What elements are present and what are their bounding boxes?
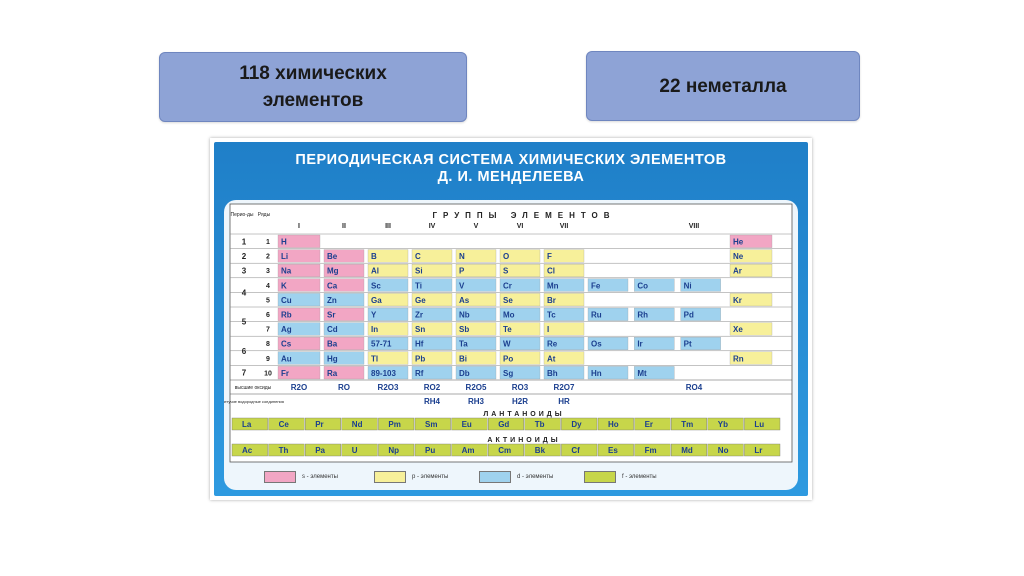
element-K: K — [281, 281, 287, 291]
actinide-Bk: Bk — [534, 446, 546, 455]
lanthanide-Er: Er — [644, 420, 654, 429]
poster-background — [214, 142, 808, 496]
groups-header: ГРУППЫ ЭЛЕМЕНТОВ — [432, 211, 616, 220]
oxide-3: RO2 — [423, 383, 441, 392]
legend-d-swatch — [479, 471, 511, 483]
callout-118-line1: 118 химических — [239, 63, 387, 84]
legend-s — [264, 472, 338, 482]
element-Cr: Cr — [503, 281, 512, 291]
poster-title-line1: ПЕРИОДИЧЕСКАЯ СИСТЕМА ХИМИЧЕСКИХ ЭЛЕМЕНТОВ — [295, 152, 727, 168]
element-Re: Re — [547, 339, 558, 349]
element-Al: Al — [371, 266, 379, 276]
periodic-table-poster — [210, 138, 812, 500]
element-Ar: Ar — [733, 266, 742, 276]
actinide-Fm: Fm — [644, 446, 657, 455]
element-Rb: Rb — [281, 310, 292, 320]
element-Cu: Cu — [281, 295, 292, 305]
group-number-VII: VII — [559, 223, 569, 230]
element-89-103: 89-103 — [371, 368, 396, 378]
element-Ru: Ru — [591, 310, 602, 320]
element-Ca: Ca — [327, 281, 338, 291]
element-Y: Y — [371, 310, 377, 320]
oxide-6: R2O7 — [553, 383, 575, 392]
element-Tl: Tl — [371, 354, 379, 364]
oxide-0: R2O — [290, 383, 308, 392]
legend-f-label: f - элементы — [622, 474, 657, 480]
element-cell-I — [544, 323, 584, 336]
row-number-4: 4 — [266, 282, 270, 290]
element-Ta: Ta — [459, 339, 468, 349]
element-Pt: Pt — [683, 339, 692, 349]
callout-118-line2: элементов — [262, 90, 364, 111]
group-number-I: I — [298, 223, 300, 230]
actinides-label: АКТИНОИДЫ — [487, 437, 561, 444]
element-Ra: Ra — [327, 368, 338, 378]
element-He: He — [733, 237, 744, 247]
element-Bi: Bi — [459, 354, 467, 364]
row-number-8: 8 — [266, 341, 270, 349]
period-number-2: 2 — [241, 251, 247, 261]
row-number-9: 9 — [266, 355, 270, 363]
element-Rn: Rn — [733, 354, 744, 364]
element-Mg: Mg — [327, 266, 339, 276]
actinide-Lr: Lr — [754, 446, 763, 455]
element-Cl: Cl — [547, 266, 555, 276]
element-Be: Be — [327, 252, 338, 262]
higher-oxides-label: высшие оксиды — [234, 385, 272, 391]
group-number-II: II — [342, 223, 346, 230]
lanthanides-label: ЛАНТАНОИДЫ — [483, 411, 565, 418]
element-Ba: Ba — [327, 339, 338, 349]
element-Hg: Hg — [327, 354, 338, 364]
element-H: H — [281, 237, 287, 247]
actinide-Md: Md — [681, 446, 693, 455]
actinide-U: U — [351, 446, 358, 455]
element-Sr: Sr — [327, 310, 336, 320]
element-Bh: Bh — [547, 368, 558, 378]
element-Si: Si — [415, 266, 423, 276]
row-number-6: 6 — [266, 312, 270, 319]
element-In: In — [371, 325, 379, 335]
element-Mn: Mn — [547, 281, 559, 291]
periods-header: Перио-ды — [230, 212, 254, 218]
lanthanide-Yb: Yb — [717, 420, 729, 429]
element-Kr: Kr — [733, 295, 742, 305]
element-Au: Au — [281, 354, 292, 364]
actinide-cell-U — [342, 444, 378, 456]
element-N: N — [459, 252, 465, 262]
oxide-5: RO3 — [511, 383, 529, 392]
element-Cs: Cs — [281, 339, 292, 349]
element-Na: Na — [281, 266, 292, 276]
period-number-5: 5 — [241, 317, 247, 327]
element-Sg: Sg — [503, 368, 514, 378]
element-57-71: 57-71 — [371, 339, 392, 349]
element-Os: Os — [591, 339, 602, 349]
group-number-IV: IV — [428, 223, 436, 230]
element-Xe: Xe — [733, 325, 743, 335]
lanthanide-Nd: Nd — [351, 420, 363, 429]
element-Cd: Cd — [327, 325, 338, 335]
actinide-Cf: Cf — [571, 446, 580, 455]
group-number-III: III — [385, 223, 391, 230]
hydride-0: RH4 — [423, 397, 441, 406]
element-S: S — [503, 266, 509, 276]
period-number-3: 3 — [241, 266, 247, 276]
element-Fr: Fr — [281, 368, 289, 378]
element-Fe: Fe — [591, 281, 601, 291]
lanthanide-La: La — [242, 420, 252, 429]
element-Co: Co — [637, 281, 649, 291]
actinide-Cm: Cm — [498, 446, 512, 455]
legend-s-swatch — [264, 471, 296, 483]
period-number-4: 4 — [241, 288, 247, 298]
lanthanide-Lu: Lu — [754, 420, 765, 429]
element-Rh: Rh — [637, 310, 649, 320]
element-Mt: Mt — [637, 368, 647, 378]
legend-d — [479, 472, 553, 482]
element-Rf: Rf — [415, 368, 424, 378]
row-number-7: 7 — [266, 326, 270, 334]
element-P: P — [459, 266, 465, 276]
periodic-table — [224, 200, 798, 490]
lanthanide-Ho: Ho — [608, 420, 619, 429]
legend-p-label: p - элементы — [412, 474, 449, 480]
element-Pd: Pd — [683, 310, 694, 320]
oxide-7: RO4 — [685, 383, 703, 392]
actinide-Th: Th — [278, 446, 289, 455]
row-number-10: 10 — [264, 370, 272, 378]
legend-s-label: s - элементы — [302, 474, 338, 480]
actinide-No: No — [717, 446, 729, 455]
actinide-Am: Am — [461, 446, 475, 455]
element-At: At — [547, 354, 556, 364]
element-O: O — [503, 252, 510, 262]
row-number-2: 2 — [266, 253, 270, 261]
actinide-Pu: Pu — [425, 446, 436, 455]
element-Zr: Zr — [415, 310, 423, 320]
element-Sb: Sb — [459, 325, 470, 335]
element-Tc: Tc — [547, 310, 556, 320]
callout-118-elements — [159, 52, 467, 122]
element-V: V — [459, 281, 465, 291]
rows-header: Ряды — [257, 212, 271, 218]
row-number-1: 1 — [266, 239, 270, 246]
element-Hf: Hf — [415, 339, 424, 349]
element-C: C — [415, 252, 421, 262]
element-Te: Te — [503, 325, 512, 335]
element-Zn: Zn — [327, 295, 337, 305]
element-Li: Li — [281, 252, 289, 262]
lanthanide-Ce: Ce — [278, 420, 289, 429]
oxide-1: RO — [338, 383, 350, 392]
legend-d-label: d - элементы — [517, 474, 554, 480]
element-W: W — [503, 339, 511, 349]
element-F: F — [547, 252, 552, 262]
element-Ti: Ti — [415, 281, 422, 291]
lanthanide-Eu: Eu — [461, 420, 472, 429]
lanthanide-Sm: Sm — [425, 420, 438, 429]
hydride-2: H2R — [511, 397, 529, 406]
element-Nb: Nb — [459, 310, 470, 320]
lanthanide-Gd: Gd — [498, 420, 510, 429]
lanthanide-Pr: Pr — [315, 420, 324, 429]
element-Se: Se — [503, 295, 513, 305]
oxide-2: R2O3 — [377, 383, 399, 392]
row-number-3: 3 — [266, 268, 270, 276]
actinide-Ac: Ac — [242, 446, 253, 455]
element-Pb: Pb — [415, 354, 426, 364]
actinide-Np: Np — [388, 446, 400, 455]
element-Db: Db — [459, 368, 470, 378]
poster-title — [214, 152, 808, 186]
oxide-4: R2O5 — [465, 383, 487, 392]
period-number-1: 1 — [241, 237, 247, 247]
element-Sc: Sc — [371, 281, 381, 291]
callout-22-nonmetals — [586, 51, 860, 121]
table-board — [224, 200, 798, 490]
element-Po: Po — [503, 354, 514, 364]
actinide-Es: Es — [608, 446, 618, 455]
element-Ge: Ge — [415, 295, 426, 305]
element-Mo: Mo — [503, 310, 515, 320]
element-Ag: Ag — [281, 325, 292, 335]
element-B: B — [371, 252, 377, 262]
element-Br: Br — [547, 295, 556, 305]
row-number-5: 5 — [266, 297, 270, 305]
period-number-7: 7 — [241, 368, 247, 378]
element-Ga: Ga — [371, 295, 382, 305]
legend-f-swatch — [584, 471, 616, 483]
group-number-VIII: VIII — [688, 223, 700, 230]
element-Sn: Sn — [415, 325, 426, 335]
element-Ir: Ir — [637, 339, 643, 349]
element-As: As — [459, 295, 470, 305]
lanthanide-Dy: Dy — [571, 420, 582, 429]
period-number-6: 6 — [241, 346, 247, 356]
element-I: I — [547, 325, 550, 335]
element-Hn: Hn — [591, 368, 602, 378]
group-number-VI: VI — [516, 223, 524, 230]
lanthanide-Tm: Tm — [681, 420, 694, 429]
legend-p-swatch — [374, 471, 406, 483]
legend-p — [374, 472, 448, 482]
legend-f — [584, 472, 657, 482]
element-Ne: Ne — [733, 252, 744, 262]
lanthanide-Tb: Tb — [534, 420, 545, 429]
lanthanide-Pm: Pm — [388, 420, 401, 429]
hydrogen-compounds-label: летучие водородные соединения — [224, 399, 284, 404]
element-Ni: Ni — [683, 281, 692, 291]
hydride-3: HR — [558, 397, 570, 406]
callout-22-text: 22 неметалла — [659, 75, 787, 97]
group-number-V: V — [473, 223, 479, 230]
poster-title-line2: Д. И. МЕНДЕЛЕЕВА — [437, 169, 585, 185]
actinide-Pa: Pa — [315, 446, 325, 455]
hydride-1: RH3 — [467, 397, 485, 406]
